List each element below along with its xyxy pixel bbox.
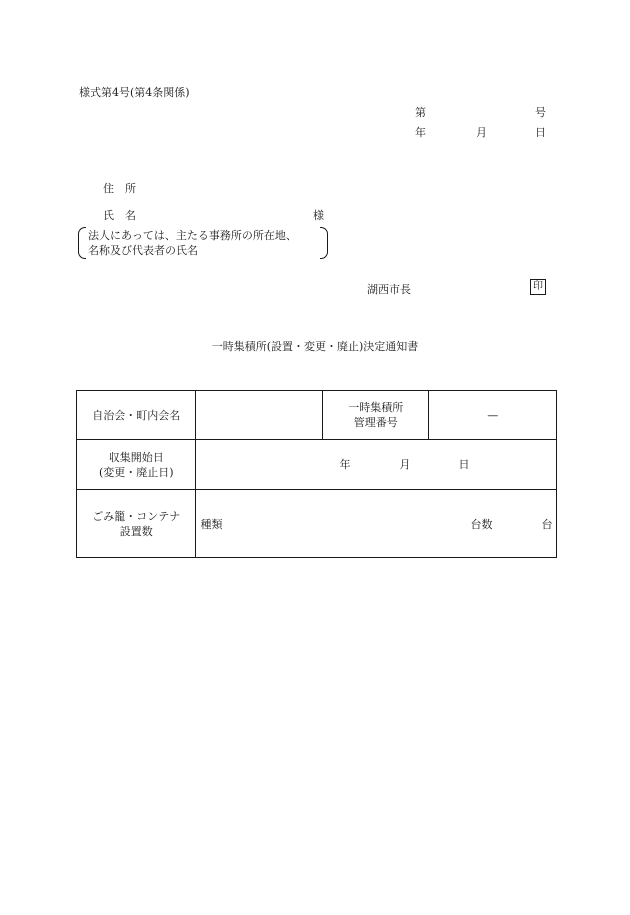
container-count-unit: 台 xyxy=(541,518,553,531)
start-date-value xyxy=(196,440,557,490)
issue-date-month: 月 xyxy=(476,126,487,139)
association-label: 自治会・町内会名 xyxy=(77,391,196,440)
recipient-name-label: 氏 名 xyxy=(103,209,136,222)
containers-label-line1: ごみ籠・コンテナ xyxy=(92,509,181,523)
collection-point-number-label-line1: 一時集積所 xyxy=(348,401,404,414)
notice-table xyxy=(76,390,557,558)
document-number-suffix: 号 xyxy=(535,106,546,119)
document-number-prefix: 第 xyxy=(415,106,426,119)
start-date-year: 年 xyxy=(339,458,351,471)
start-date-label-line1: 収集開始日 xyxy=(108,450,164,464)
recipient-address-label: 住 所 xyxy=(103,182,136,195)
issue-date-year: 年 xyxy=(415,126,426,139)
table-row-start-date xyxy=(77,440,557,490)
table-row-containers xyxy=(77,490,557,558)
left-bracket xyxy=(78,227,86,259)
document-title: 一時集積所(設置・変更・廃止)決定通知書 xyxy=(211,340,419,353)
corporate-note-line2: 名称及び代表者の氏名 xyxy=(88,244,198,257)
collection-point-number-value: — xyxy=(429,391,557,440)
start-date-day: 日 xyxy=(458,458,470,471)
corporate-note-text xyxy=(88,228,297,258)
containers-value xyxy=(196,490,557,558)
container-kind-label: 種類 xyxy=(200,518,223,531)
collection-point-number-label xyxy=(323,391,429,440)
collection-point-number-label-line2: 管理番号 xyxy=(353,416,398,429)
seal-mark: 印 xyxy=(530,279,546,295)
association-value xyxy=(196,391,323,440)
table-row-association xyxy=(77,391,557,440)
corporate-note-line1: 法人にあっては、主たる事務所の所在地、 xyxy=(88,229,297,242)
corporate-note xyxy=(78,227,328,259)
container-count-label: 台数 xyxy=(470,518,493,531)
containers-label-line2: 設置数 xyxy=(119,524,153,538)
recipient-honorific: 様 xyxy=(313,209,324,222)
start-date-label xyxy=(77,440,196,490)
start-date-month: 月 xyxy=(399,458,411,471)
start-date-label-line2: (変更・廃止日) xyxy=(98,465,174,479)
issue-date-day: 日 xyxy=(535,126,546,139)
issuer-title: 湖西市長 xyxy=(367,283,411,296)
right-bracket xyxy=(320,227,328,259)
containers-label xyxy=(77,490,196,558)
form-number-label: 様式第4号(第4条関係) xyxy=(79,86,190,99)
